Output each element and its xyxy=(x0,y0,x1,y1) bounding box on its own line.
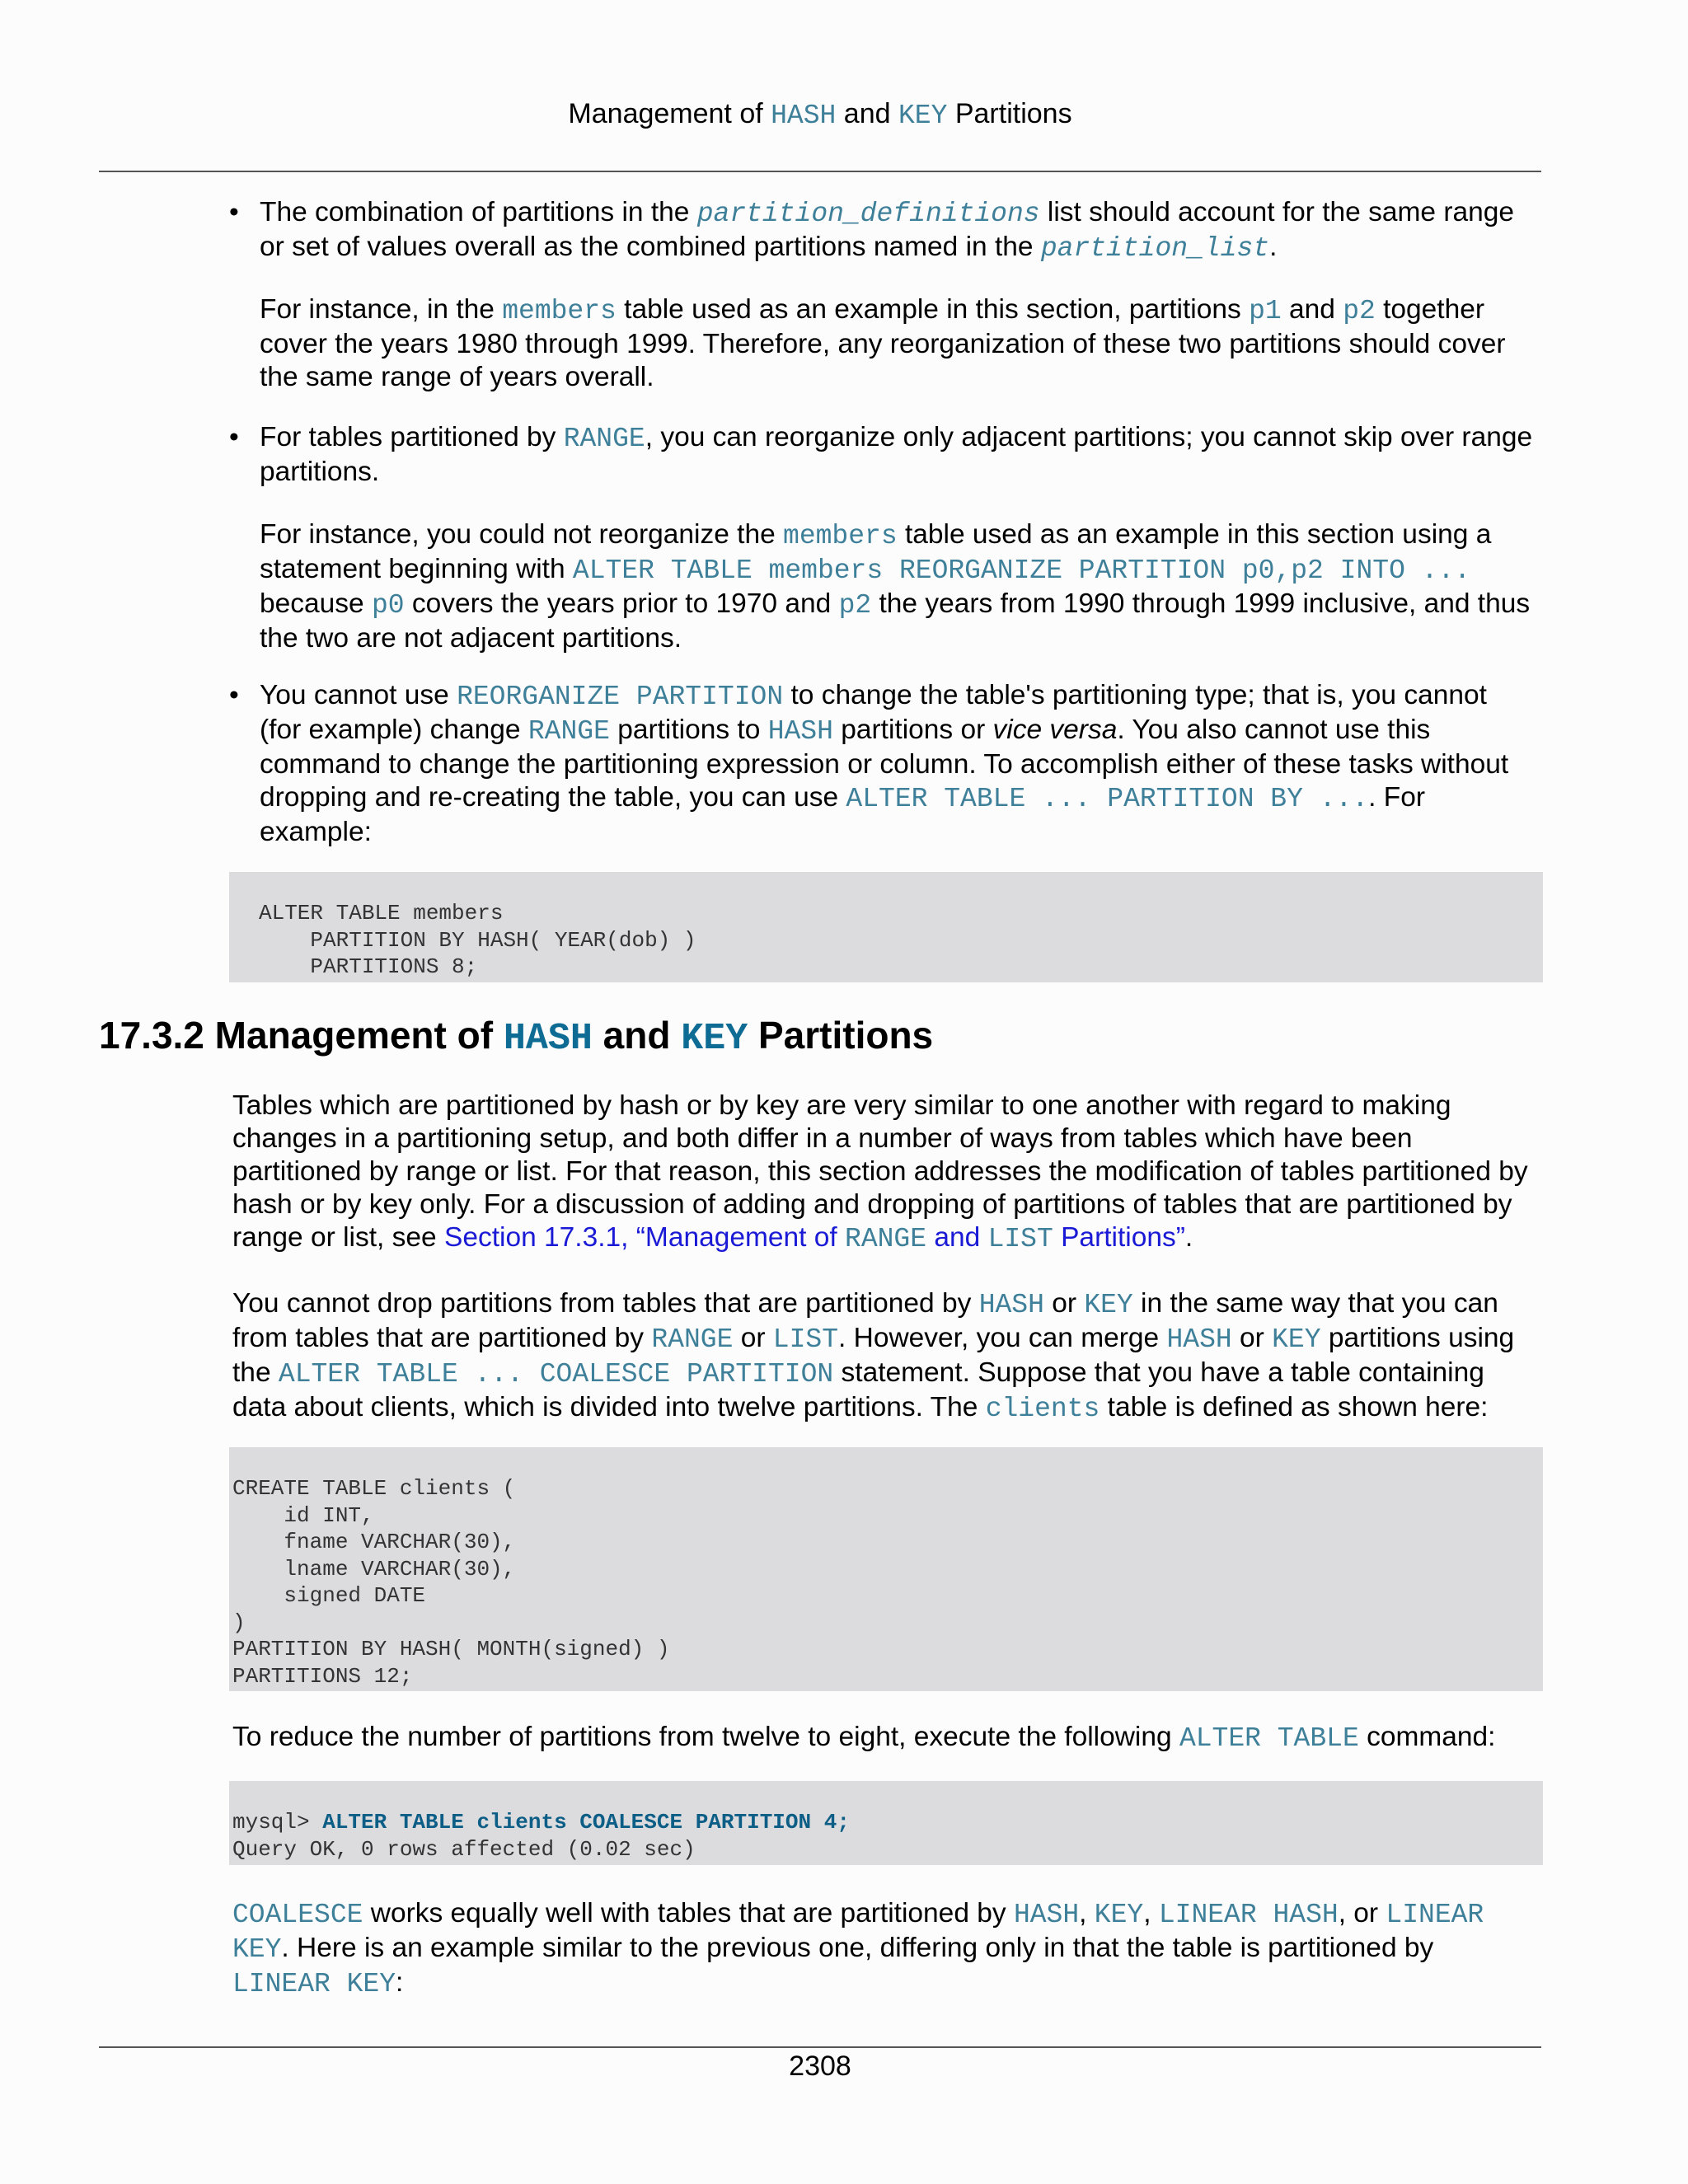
section-code-key: KEY xyxy=(681,1018,748,1060)
text-run: the xyxy=(232,1357,279,1388)
text-run: You cannot drop partitions from tables that are partitioned by xyxy=(232,1288,979,1319)
bullet-glyph: • xyxy=(229,197,239,227)
text-run: For instance, in the xyxy=(260,294,503,325)
bullet-2-example xyxy=(260,518,1545,655)
text-run: . For xyxy=(1368,782,1425,813)
text-run: the same range of years overall. xyxy=(260,362,654,392)
text-run: from tables that are partitioned by xyxy=(232,1323,652,1353)
text-run: dropping and re-creating the table, you can use xyxy=(260,782,846,813)
text-run: . However, you can merge xyxy=(838,1323,1167,1353)
code-p2: p2 xyxy=(838,590,872,621)
bullet-1-text xyxy=(260,196,1545,265)
text-run: the two are not adjacent partitions. xyxy=(260,623,682,654)
code-linear-hash: LINEAR HASH xyxy=(1158,1900,1339,1930)
code-linear-key: LINEAR KEY xyxy=(232,1969,396,1999)
code-linear: LINEAR xyxy=(1386,1900,1484,1930)
text-run: the years from 1990 through 1999 inclusive, and thus xyxy=(871,588,1531,619)
header-text: Management of xyxy=(568,98,771,129)
text-run: command to change the partitioning expression or column. To accomplish either of these tasks without xyxy=(260,749,1509,780)
text-run: to change the table's partitioning type; that is, you cannot xyxy=(783,680,1487,710)
code-hash: HASH xyxy=(1166,1324,1232,1355)
text-run: works equally well with tables that are partitioned by xyxy=(363,1898,1014,1929)
section-code-hash: HASH xyxy=(503,1018,593,1060)
italic-vice-versa: vice versa xyxy=(992,715,1118,745)
paragraph-coalesce-linear xyxy=(232,1897,1551,2001)
section-title-text: Partitions xyxy=(748,1014,934,1057)
code-hash: HASH xyxy=(978,1290,1044,1320)
code-range: RANGE xyxy=(528,716,610,747)
text-run: together xyxy=(1375,294,1485,325)
paragraph-intro xyxy=(232,1090,1551,1256)
text-run: For instance, you could not reorganize the xyxy=(260,519,784,550)
text-run: table used as an example in this section, partitions xyxy=(616,294,1250,325)
text-run: , xyxy=(1079,1898,1095,1929)
code-block-alter-members: ALTER TABLE members PARTITION BY HASH( YEAR(dob) ) PARTITIONS 8; xyxy=(229,872,1543,982)
link-text: Section 17.3.1, “Management of xyxy=(443,1222,846,1253)
header-code-key: KEY xyxy=(898,101,948,131)
text-run: table used as an example in this section using a xyxy=(897,519,1492,550)
code-hash: HASH xyxy=(767,716,833,747)
code-partition-list: partition_list xyxy=(1040,233,1270,264)
bullet-1-example xyxy=(260,293,1545,394)
mysql-command: ALTER TABLE clients COALESCE PARTITION 4; xyxy=(322,1810,850,1835)
code-alter-table-partition-by: ALTER TABLE ... PARTITION BY ... xyxy=(846,784,1369,814)
section-title-text: and xyxy=(592,1014,682,1057)
text-run: , xyxy=(1143,1898,1159,1929)
text-run: Tables which are partitioned by hash or by key are very similar to one another with regard to making xyxy=(232,1090,1451,1121)
running-header xyxy=(99,96,1541,134)
code-range: RANGE xyxy=(563,424,645,454)
paragraph-coalesce-intro xyxy=(232,1287,1551,1426)
link-text: Partitions” xyxy=(1053,1222,1185,1253)
text-run: covers the years prior to 1970 and xyxy=(404,588,839,619)
text-run: or set of values overall as the combined partitions named in the xyxy=(260,232,1041,262)
text-run: partitions using xyxy=(1320,1323,1515,1353)
text-run: because xyxy=(260,588,372,619)
code-hash: HASH xyxy=(1013,1900,1080,1930)
text-run: or xyxy=(1043,1288,1085,1319)
section-title-text: 17.3.2 Management of xyxy=(99,1014,504,1057)
text-run: . xyxy=(1184,1222,1193,1253)
text-run: : xyxy=(396,1967,404,1998)
bullet-glyph: • xyxy=(229,680,239,710)
page-number: 2308 xyxy=(789,2050,851,2082)
code-key: KEY xyxy=(1094,1900,1144,1930)
code-alter-table-coalesce: ALTER TABLE ... COALESCE PARTITION xyxy=(278,1359,834,1390)
code-p1: p1 xyxy=(1249,296,1282,326)
text-run: For tables partitioned by xyxy=(260,422,564,452)
text-run: or xyxy=(733,1323,773,1353)
header-text: and xyxy=(836,98,898,129)
code-alter-table: ALTER TABLE xyxy=(1179,1723,1359,1754)
mysql-prompt: mysql> xyxy=(232,1810,323,1835)
text-run: and xyxy=(1281,294,1343,325)
bullet-glyph: • xyxy=(229,422,239,452)
text-run: data about clients, which is divided into twelve partitions. The xyxy=(232,1392,986,1422)
code-reorganize-partition: REORGANIZE PARTITION xyxy=(457,682,784,712)
text-run: cover the years 1980 through 1999. Therefore, any reorganization of these two partitions should cover xyxy=(260,329,1506,359)
text-run: (for example) change xyxy=(260,715,528,745)
text-run: , or xyxy=(1338,1898,1386,1929)
text-run: To reduce the number of partitions from twelve to eight, execute the following xyxy=(232,1722,1179,1752)
code-p2: p2 xyxy=(1343,296,1376,326)
text-run: command: xyxy=(1358,1722,1496,1752)
code-partition-definitions: partition_definitions xyxy=(696,199,1040,229)
header-code-hash: HASH xyxy=(771,101,837,131)
text-run: in the same way that you can xyxy=(1132,1288,1498,1319)
text-run: range or list, see xyxy=(232,1222,444,1253)
link-text: and xyxy=(926,1222,988,1253)
text-run: statement. Suppose that you have a table containing xyxy=(833,1357,1484,1388)
code-members: members xyxy=(783,521,898,551)
text-run: . You also cannot use this xyxy=(1117,715,1431,745)
bullet-3-text xyxy=(260,679,1545,849)
code-clients: clients xyxy=(985,1394,1100,1424)
paragraph-reduce xyxy=(232,1721,1551,1755)
code-block-create-clients: CREATE TABLE clients ( id INT, fname VARCHAR(30), lname VARCHAR(30), signed DATE ) PARTITION BY HASH( MONTH(signed) ) PARTITIONS 12; xyxy=(229,1447,1543,1691)
code-members: members xyxy=(502,296,617,326)
link-code-list: LIST xyxy=(987,1224,1053,1254)
link-code-range: RANGE xyxy=(845,1224,927,1254)
text-run: statement beginning with xyxy=(260,554,573,584)
text-run: You cannot use xyxy=(260,680,457,710)
bullet-2-text xyxy=(260,421,1545,489)
text-run: changes in a partitioning setup, and both differ in a number of ways from tables which have been xyxy=(232,1123,1413,1154)
text-run: hash or by key only. For a discussion of adding and dropping of partitions of tables that are partitioned by xyxy=(232,1189,1512,1220)
text-run: partitions to xyxy=(609,715,768,745)
code-p0: p0 xyxy=(371,590,405,621)
code-range: RANGE xyxy=(651,1324,734,1355)
text-run: or xyxy=(1231,1323,1273,1353)
header-text: Partitions xyxy=(947,98,1072,129)
text-run: . Here is an example similar to the previous one, differing only in that the table is partitioned by xyxy=(281,1933,1434,1963)
text-run: , you can reorganize only adjacent partitions; you cannot skip over range xyxy=(645,422,1533,452)
section-title xyxy=(99,1012,933,1062)
text-run: partitions or xyxy=(832,715,993,745)
code-block-mysql-session xyxy=(229,1781,1543,1865)
text-run: example: xyxy=(260,817,372,847)
section-17-3-1-link[interactable] xyxy=(444,1222,1185,1253)
text-run: partitioned by range or list. For that reason, this section addresses the modification of tables partitioned by xyxy=(232,1156,1528,1187)
mysql-result: Query OK, 0 rows affected (0.02 sec) xyxy=(232,1836,696,1862)
code-alter-table-reorganize: ALTER TABLE members REORGANIZE PARTITION p0,p2 INTO ... xyxy=(572,555,1471,586)
code-key: KEY xyxy=(232,1934,282,1965)
header-rule xyxy=(99,171,1541,172)
code-key: KEY xyxy=(1084,1290,1133,1320)
code-coalesce: COALESCE xyxy=(232,1900,363,1930)
text-run: The combination of partitions in the xyxy=(260,197,697,227)
text-run: list should account for the same range xyxy=(1039,197,1514,227)
code-key: KEY xyxy=(1272,1324,1321,1355)
text-run: . xyxy=(1269,232,1278,262)
text-run: table is defined as shown here: xyxy=(1100,1392,1489,1422)
text-run: partitions. xyxy=(260,457,380,487)
code-list: LIST xyxy=(772,1324,839,1355)
